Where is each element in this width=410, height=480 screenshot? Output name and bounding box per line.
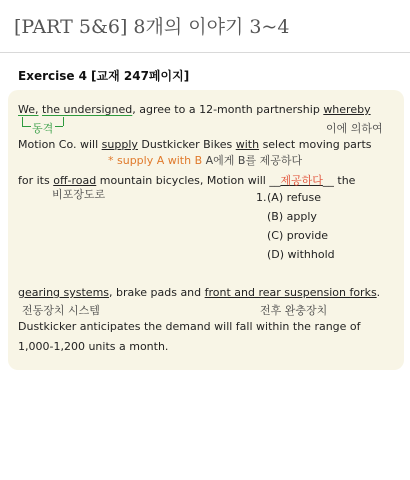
line4-end: . xyxy=(376,286,381,299)
note-supply-pattern: * supply A with B xyxy=(108,154,203,167)
word-whereby: whereby xyxy=(323,103,371,116)
exercise-reference: [교재 247페이지] xyxy=(91,69,190,83)
passage-line-6: 1,000-1,200 units a month. xyxy=(18,340,169,353)
option-b[interactable]: (B) apply xyxy=(267,210,317,223)
line2-end: select moving parts xyxy=(262,138,372,151)
blank-underline-right: __ xyxy=(322,174,334,187)
word-with: with xyxy=(235,138,260,151)
passage-line-2 xyxy=(18,138,372,151)
option-a[interactable]: (A) refuse xyxy=(267,191,321,204)
apposition-bracket-bottom-right xyxy=(55,126,63,127)
blank-underline-left: __ xyxy=(269,174,281,187)
note-gearing: 전동장치 시스템 xyxy=(22,304,100,317)
page-header xyxy=(0,0,410,53)
option-d[interactable]: (D) withhold xyxy=(267,248,335,261)
phrase-suspension-forks: front and rear suspension forks xyxy=(204,286,377,299)
line3-end: the xyxy=(337,174,356,187)
apposition-bracket-bottom xyxy=(22,126,31,127)
line3-start: for its xyxy=(18,174,50,187)
apposition-bracket-right xyxy=(63,117,64,126)
option-c[interactable]: (C) provide xyxy=(267,229,329,242)
note-off-road: 비포장도로 xyxy=(52,188,106,201)
passage-line-4 xyxy=(18,286,380,299)
word-we: We, xyxy=(18,103,39,116)
word-off-road: off-road xyxy=(53,174,97,187)
note-apposition: 동격 xyxy=(32,122,54,135)
blank-answer: 제공하다 xyxy=(280,174,323,187)
question-number: 1. xyxy=(256,191,267,204)
line1-middle: , agree to a 12-month partnership xyxy=(132,103,320,116)
note-supply-gloss: A에게 B를 제공하다 xyxy=(202,154,303,167)
line2-start: Motion Co. will xyxy=(18,138,99,151)
exercise-heading xyxy=(18,67,189,84)
line2-middle: Dustkicker Bikes xyxy=(141,138,233,151)
note-supply xyxy=(108,152,302,168)
phrase-gearing-systems: gearing systems xyxy=(18,286,110,299)
page-title: [PART 5&6] 8개의 이야기 3~4 xyxy=(14,16,290,38)
passage-line-1 xyxy=(18,103,371,116)
line3-middle: mountain bicycles, Motion will xyxy=(99,174,266,187)
note-suspension: 전후 완충장치 xyxy=(260,304,328,317)
passage-line-5: Dustkicker anticipates the demand will fall within the range of xyxy=(18,320,361,333)
exercise-title: Exercise 4 xyxy=(18,69,88,83)
line4-middle: , brake pads and xyxy=(109,286,202,299)
word-supply: supply xyxy=(101,138,138,151)
phrase-the-undersigned: the undersigned xyxy=(42,103,133,116)
apposition-bracket-left xyxy=(22,117,23,126)
note-whereby: 이에 의하여 xyxy=(326,122,383,135)
